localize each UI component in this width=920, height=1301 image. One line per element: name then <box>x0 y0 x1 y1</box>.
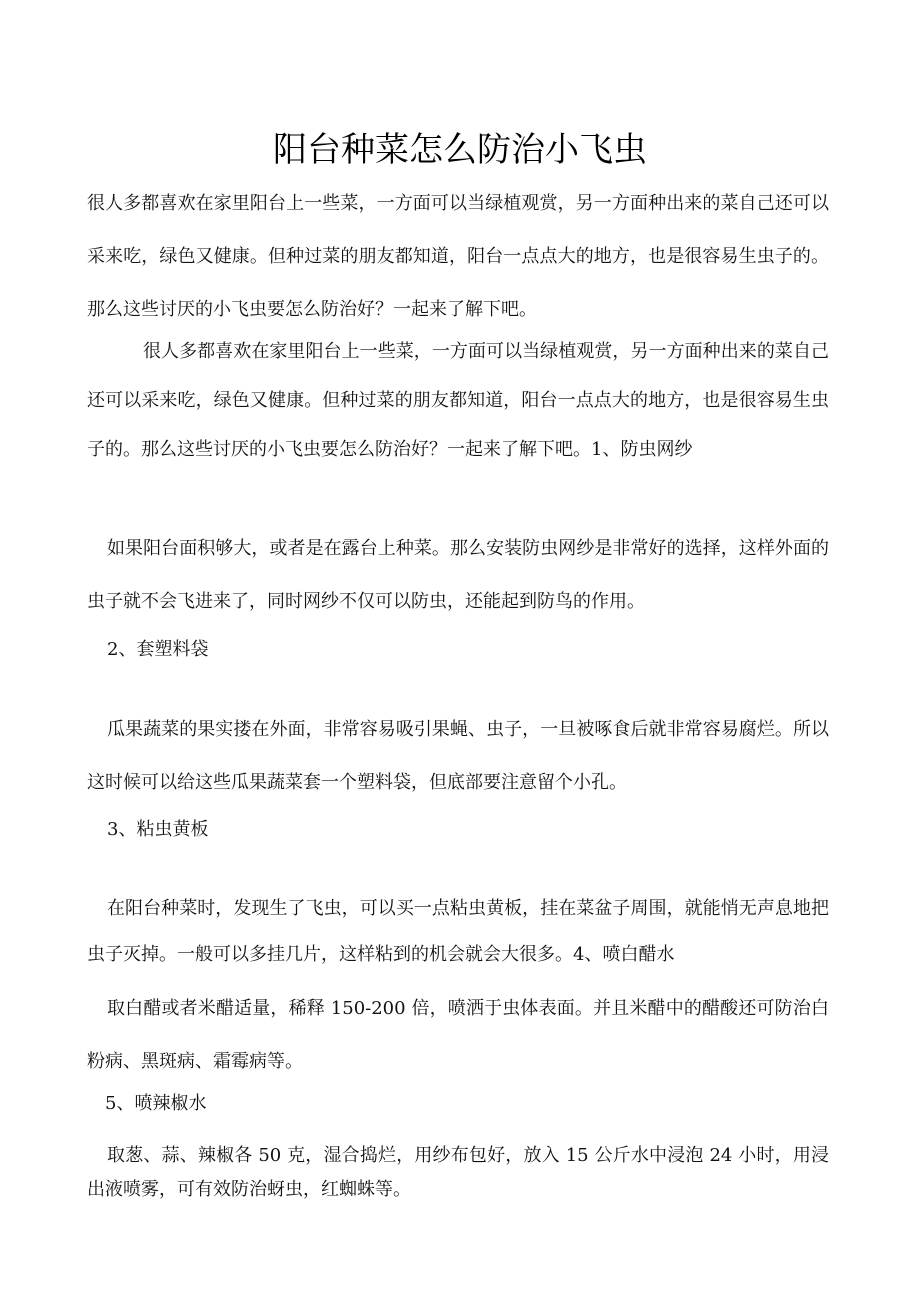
intro-repeat-paragraph: 很人多都喜欢在家里阳台上一些菜，一方面可以当绿植观赏，另一方面种出来的菜自己还可以采来吃，绿色又健康。但种过菜的朋友都知道，阳台一点点大的地方，也是很容易生虫子的。那么这些讨厌的小飞虫要怎么防治好？一起来了解下吧。1、防虫网纱 <box>87 341 829 460</box>
page-title: 阳台种菜怎么防治小飞虫 <box>273 130 647 170</box>
section-heading-board: 3、粘虫黄板 <box>107 819 209 840</box>
intro-paragraph: 很人多都喜欢在家里阳台上一些菜，一方面可以当绿植观赏，另一方面种出来的菜自己还可以采来吃，绿色又健康。但种过菜的朋友都知道，阳台一点点大的地方，也是很容易生虫子的。那么这些讨厌的小飞虫要怎么防治好？一起来了解下吧。 <box>87 193 829 320</box>
pepper-body-paragraph: 取葱、蒜、辣椒各 50 克，湿合捣烂，用纱布包好，放入 15 公斤水中浸泡 24 小时，用浸出液喷雾，可有效防治蚜虫，红蜘蛛等。 <box>87 1145 829 1200</box>
bag-body-paragraph: 瓜果蔬菜的果实搂在外面，非常容易吸引果蝇、虫子，一旦被啄食后就非常容易腐烂。所以这时候可以给这些瓜果蔬菜套一个塑料袋，但底部要注意留个小孔。 <box>87 719 829 793</box>
section-heading-pepper: 5、喷辣椒水 <box>105 1093 207 1114</box>
net-body-paragraph: 如果阳台面积够大，或者是在露台上种菜。那么安装防虫网纱是非常好的选择，这样外面的虫子就不会飞进来了，同时网纱不仅可以防虫，还能起到防鸟的作用。 <box>87 538 829 612</box>
board-body-paragraph: 在阳台种菜时，发现生了飞虫，可以买一点粘虫黄板，挂在菜盆子周围，就能悄无声息地把虫子灭掉。一般可以多挂几片，这样粘到的机会就会大很多。4、喷白醋水 <box>87 898 829 965</box>
vinegar-body-paragraph: 取白醋或者米醋适量，稀释 150-200 倍，喷洒于虫体表面。并且米醋中的醋酸还可防治白粉病、黑斑病、霜霉病等。 <box>87 998 829 1072</box>
section-heading-bag: 2、套塑料袋 <box>107 639 209 660</box>
